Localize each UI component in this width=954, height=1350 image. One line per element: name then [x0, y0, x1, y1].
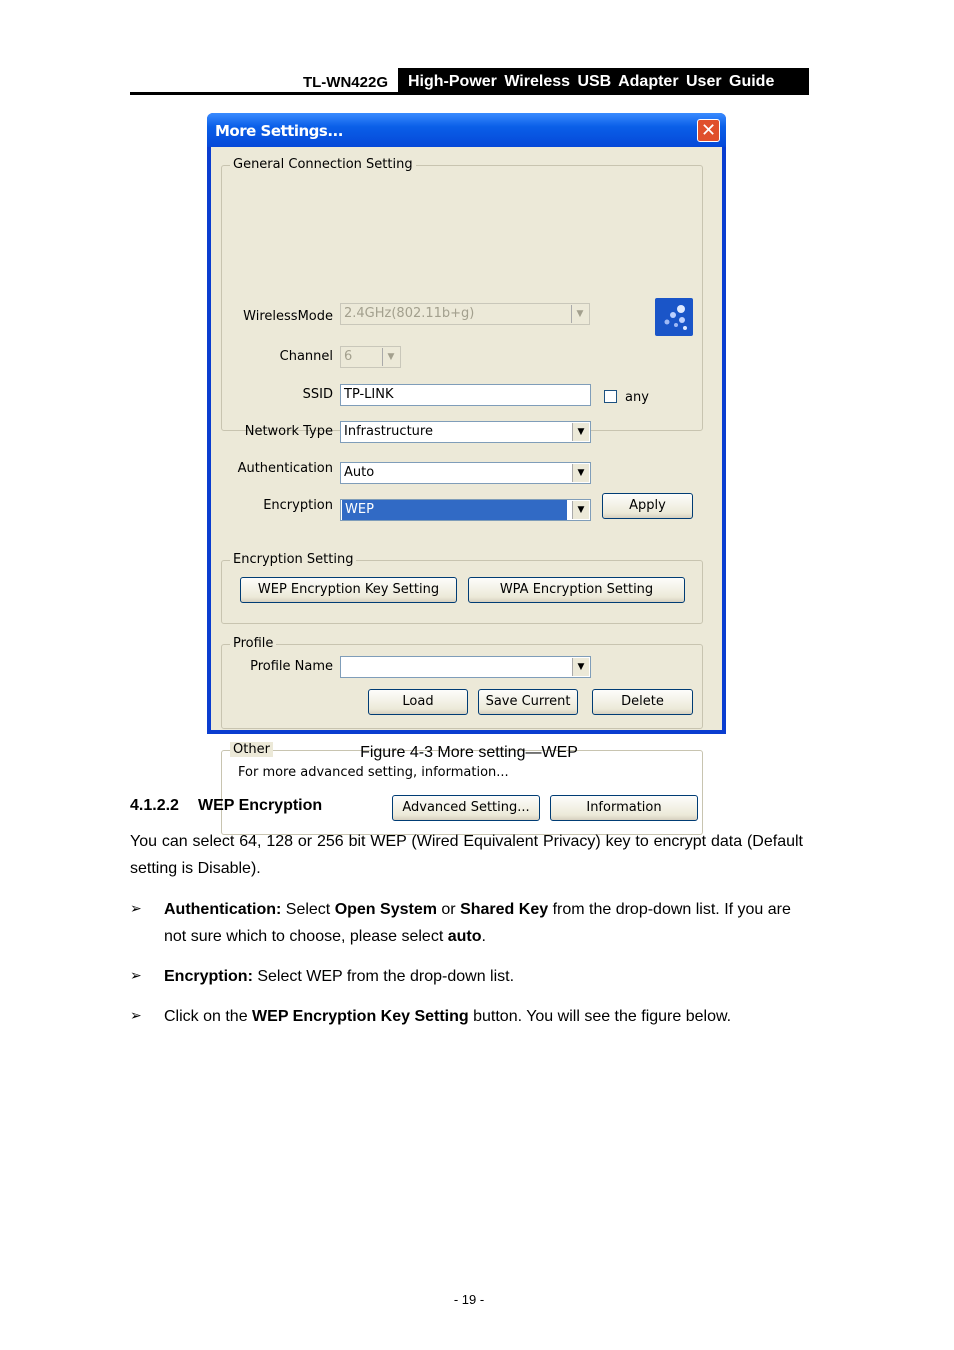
- channel-select[interactable]: [340, 346, 401, 368]
- wireless-mode-label: WirelessMode: [243, 309, 333, 324]
- intro-paragraph: You can select 64, 128 or 256 bit WEP (Wired Equivalent Privacy) key to encrypt data (Default setting is Disable).: [130, 833, 803, 877]
- page-number: - 19 -: [453, 1292, 485, 1307]
- wep-encryption-key-setting-button[interactable]: WEP Encryption Key Setting: [240, 577, 457, 603]
- authentication-value: Auto: [344, 465, 375, 480]
- encryption-value: WEP: [342, 500, 567, 520]
- bullet-arrow-icon: ➢: [130, 901, 142, 917]
- network-type-select[interactable]: [340, 421, 591, 443]
- wireless-mode-value: 2.4GHz(802.11b+g): [344, 306, 475, 321]
- bullet-span: Select WEP from the drop-down list.: [252, 968, 515, 985]
- bullet-text: [164, 896, 803, 950]
- bullet-bold: WEP Encryption Key Setting: [252, 1008, 469, 1025]
- bullet-arrow-icon: ➢: [130, 968, 142, 984]
- close-button[interactable]: ✕: [697, 119, 720, 142]
- bullet-bold: Open System: [334, 901, 437, 918]
- bullet-wep-key-setting: [130, 1003, 803, 1030]
- profile-name-select[interactable]: [340, 656, 591, 678]
- bullet-span: button. You will see the figure below.: [468, 1008, 732, 1025]
- bullet-span: or: [436, 901, 461, 918]
- channel-label: Channel: [279, 349, 333, 364]
- network-type-value: Infrastructure: [344, 424, 433, 439]
- profile-legend: Profile: [230, 636, 276, 651]
- chevron-down-icon: ▼: [572, 658, 589, 676]
- profile-name-label: Profile Name: [250, 659, 333, 674]
- chevron-down-icon: ▼: [571, 305, 588, 323]
- general-legend: General Connection Setting: [230, 157, 416, 172]
- other-group: [221, 742, 703, 835]
- dialog-title: More Settings...: [215, 122, 343, 140]
- wpa-encryption-setting-button[interactable]: WPA Encryption Setting: [468, 577, 685, 603]
- section-title: WEP Encryption: [198, 797, 323, 814]
- bullet-bold: Encryption:: [164, 968, 253, 985]
- ssid-label: SSID: [302, 387, 333, 402]
- bullet-encryption: [130, 963, 803, 990]
- channel-value: 6: [344, 349, 353, 364]
- network-type-label: Network Type: [244, 424, 333, 439]
- information-button[interactable]: Information: [550, 795, 698, 821]
- apply-button[interactable]: Apply: [602, 493, 693, 519]
- any-label: any: [625, 390, 649, 405]
- ssid-input[interactable]: [340, 384, 591, 406]
- chevron-down-icon: ▼: [572, 501, 589, 519]
- bullet-span: Click on the: [164, 1008, 253, 1025]
- chevron-down-icon: ▼: [572, 423, 589, 441]
- save-current-button[interactable]: Save Current: [478, 689, 578, 715]
- other-legend: Other: [230, 742, 273, 757]
- bullet-span: .: [481, 928, 486, 945]
- bullet-span: Select: [281, 901, 335, 918]
- chevron-down-icon: ▼: [382, 348, 399, 366]
- encryption-label: Encryption: [263, 498, 333, 513]
- wireless-adapter-icon: [655, 298, 693, 336]
- section-heading: [130, 797, 322, 815]
- bullet-authentication: [130, 896, 803, 950]
- bullet-arrow-icon: ➢: [130, 1008, 142, 1024]
- chevron-down-icon: ▼: [572, 464, 589, 482]
- header-title: High-Power Wireless USB Adapter User Guide: [398, 68, 809, 94]
- bullet-bold: auto: [447, 928, 482, 945]
- page-header: [130, 68, 809, 94]
- bullet-bold: Shared Key: [460, 901, 549, 918]
- section-number: 4.1.2.2: [130, 797, 179, 814]
- encryption-legend: Encryption Setting: [230, 552, 356, 567]
- advanced-setting-button[interactable]: Advanced Setting...: [392, 795, 540, 821]
- header-model: TL-WN422G: [302, 74, 388, 91]
- wireless-mode-select[interactable]: [340, 303, 590, 325]
- other-description: For more advanced setting, information...: [238, 765, 509, 780]
- bullet-bold: Authentication:: [164, 901, 282, 918]
- bullet-text: [164, 963, 803, 990]
- bullet-span: from the drop-down list. If you are not sure which to choose, please select: [164, 901, 791, 945]
- any-checkbox[interactable]: [604, 390, 617, 403]
- delete-button[interactable]: Delete: [592, 689, 693, 715]
- encryption-select[interactable]: [340, 499, 591, 521]
- load-button[interactable]: Load: [368, 689, 468, 715]
- authentication-select[interactable]: [340, 462, 591, 484]
- figure-caption: Figure 4-3 More setting—WEP: [360, 744, 578, 761]
- ssid-value: TP-LINK: [344, 387, 394, 402]
- header-rule: [130, 92, 809, 95]
- bullet-text: [164, 1003, 803, 1030]
- authentication-label: Authentication: [237, 461, 333, 476]
- dialog-titlebar: [207, 113, 726, 147]
